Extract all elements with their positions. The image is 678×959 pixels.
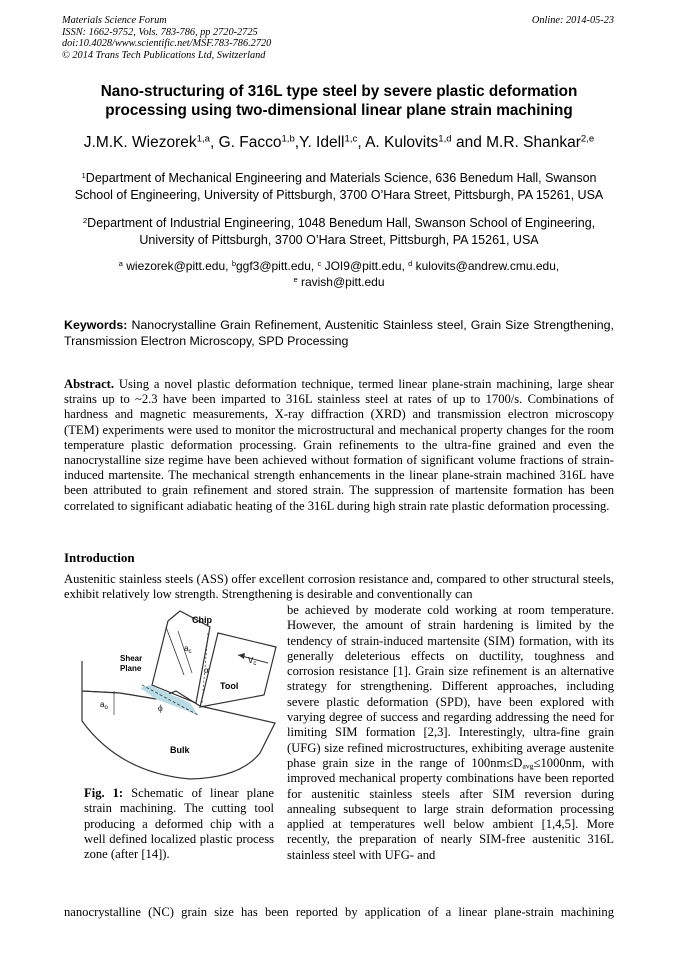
tool-outline xyxy=(200,633,276,707)
affiliation-2 xyxy=(40,215,638,249)
affiliation-sup: 1 xyxy=(81,170,86,180)
author-sup: 2,e xyxy=(580,133,595,145)
label-plane: Plane xyxy=(120,664,142,673)
online-date: Online: 2014-05-23 xyxy=(531,15,614,26)
intro-paragraph-start: Austenitic stainless steels (ASS) offer excellent corrosion resistance and, compared to other structural steels, exhibit relatively low strength. Strengthening is desirable and conventionally can xyxy=(64,572,614,602)
section-heading: Introduction xyxy=(64,550,135,565)
label-tool: Tool xyxy=(220,681,239,691)
abstract-block xyxy=(64,377,614,514)
author-sup: 1,d xyxy=(438,133,452,145)
affiliation-1 xyxy=(40,170,638,204)
author-name: and M.R. Shankar xyxy=(451,134,581,151)
intro-column-text xyxy=(287,603,614,863)
keywords-label: Keywords: xyxy=(64,318,128,332)
intro-subscript: avg xyxy=(522,761,534,771)
affiliation-line: University of Pittsburgh, 3700 O’Hara Street, Pittsburgh, PA 15261, USA xyxy=(139,233,539,247)
affiliation-line: Department of Industrial Engineering, 1048 Benedum Hall, Swanson School of Engineering, xyxy=(87,216,596,230)
intro-text: ≤1000nm, with improved mechanical property combinations have been reported for austenitic stainless steels after SIM reversion during annealing subsequent to large strain deformation processing applied at temperatures well below ambient [1,4,5]. More recently, the preparation of nearly SIM-free austenitic 316L stainless steel with UFG- and xyxy=(287,755,614,862)
label-shear: Shear xyxy=(120,654,143,663)
keywords-block xyxy=(64,317,614,349)
author-name: J.M.K. Wiezorek xyxy=(83,134,197,151)
author-name: , A. Kulovits xyxy=(357,134,439,151)
email-link[interactable]: JOI9@pitt.edu, xyxy=(321,259,409,273)
author-sup: 1,b xyxy=(281,133,295,145)
chip-inner-line xyxy=(166,627,184,675)
affiliation-sup: 2 xyxy=(82,215,88,225)
journal-name: Materials Science Forum xyxy=(62,15,167,26)
abstract-text: Using a novel plastic deformation technique, termed linear plane-strain machining, large shear strains up to ~2.3 have been imparted to 316L stainless steel at rates of up to 1700/s. Combinations of hardness and magnetic measurements, X-ray diffraction (XRD) and transmission electron microscopy (TEM) experiments were used to monitor the microstructural and mechanical property changes for the room temperature plastic deformation processing. Grain refinements to the ultra-fine grained and even the nanocrystalline size regime have been achieved without formation of significant volume fractions of strain-induced martensite. The mechanical strength enhancements in the linear plane-strain machined 316L have been attributed to grain refinement and stored strain. The suppression of martensite formation has been correlated to significant adiabatic heating of the 316L during high strain rate plastic deformation processing. xyxy=(64,377,614,513)
email-sup: c xyxy=(317,258,322,268)
machining-diagram xyxy=(80,603,280,783)
author-sup: 1,a xyxy=(196,133,210,145)
figure-caption xyxy=(84,786,274,862)
email-sup: e xyxy=(293,274,298,284)
email-link[interactable]: wiezorek@pitt.edu, xyxy=(122,259,232,273)
author-name: , G. Facco xyxy=(209,134,282,151)
keywords-text: Nanocrystalline Grain Refinement, Austenitic Stainless steel, Grain Size Strengthening, Transmission Electron Microscopy, SPD Processing xyxy=(64,318,614,348)
email-sup: d xyxy=(408,258,413,268)
label-ao: $a_o$ xyxy=(100,700,108,711)
journal-issn: ISSN: 1662-9752, Vols. 783-786, pp 2720-2725 xyxy=(62,26,258,38)
velocity-arrowhead xyxy=(238,653,245,659)
author-list xyxy=(20,134,658,152)
affiliation-line: School of Engineering, University of Pittsburgh, 3700 O’Hara Street, Pittsburgh, PA 15261, USA xyxy=(74,188,604,202)
email-link[interactable]: ravish@pitt.edu xyxy=(297,275,385,289)
bulk-outline xyxy=(82,661,275,779)
journal-copyright: © 2014 Trans Tech Publications Ltd, Switzerland xyxy=(62,49,266,61)
affiliation-line: Department of Mechanical Engineering and Materials Science, 636 Benedum Hall, Swanson xyxy=(85,171,597,185)
email-sup: a xyxy=(118,258,123,268)
label-ac: $a_c$ xyxy=(184,644,192,655)
intro-text: be achieved by moderate cold working at room temperature. However, the amount of strain hardening is limited by the tendency of strain-induced martensite (SIM) formation, with its generally deleterious effects on ductility, toughness and corrosion resistance [1]. Grain size refinement is an alternative strategy for strengthening. Different approaches, including severe plastic deformation (SPD), have been explored with varying degree of success and regarding addressing the need for limiting SIM formation [2,3]. Interestingly, ultra-fine grain (UFG) size refined microstructures, exhibiting average austenite phase grain size in the range of 100nm≤D xyxy=(287,603,614,770)
journal-header xyxy=(62,15,614,61)
email-link[interactable]: kulovits@andrew.cmu.edu, xyxy=(412,259,560,273)
email-sup: b xyxy=(231,258,236,268)
intro-last-line: nanocrystalline (NC) grain size has been reported by application of a linear plane-strain machining xyxy=(64,905,614,919)
label-chip: Chip xyxy=(192,615,212,625)
label-vc: $V_c$ xyxy=(248,656,257,667)
email-link[interactable]: ggf3@pitt.edu, xyxy=(235,259,318,273)
caption-label: Fig. 1: xyxy=(84,786,124,800)
abstract-label: Abstract. xyxy=(64,377,115,391)
journal-doi: doi:10.4028/www.scientific.net/MSF.783-786.2720 xyxy=(62,38,272,50)
author-sup: 1,c xyxy=(344,133,358,145)
email-list xyxy=(60,258,618,290)
author-name: ,Y. Idell xyxy=(294,134,345,151)
label-bulk: Bulk xyxy=(170,745,190,755)
paper-title xyxy=(40,82,638,120)
caption-text: Schematic of linear plane strain machining. The cutting tool producing a deformed chip with a well defined localized plastic process zone (after [14]). xyxy=(84,786,274,862)
label-alpha: α xyxy=(204,665,209,675)
figure-machining-schematic xyxy=(80,603,280,783)
label-phi: ϕ xyxy=(158,703,163,713)
title-line-1: Nano-structuring of 316L type steel by severe plastic deformation xyxy=(100,83,578,100)
title-line-2: processing using two-dimensional linear plane strain machining xyxy=(105,102,573,119)
